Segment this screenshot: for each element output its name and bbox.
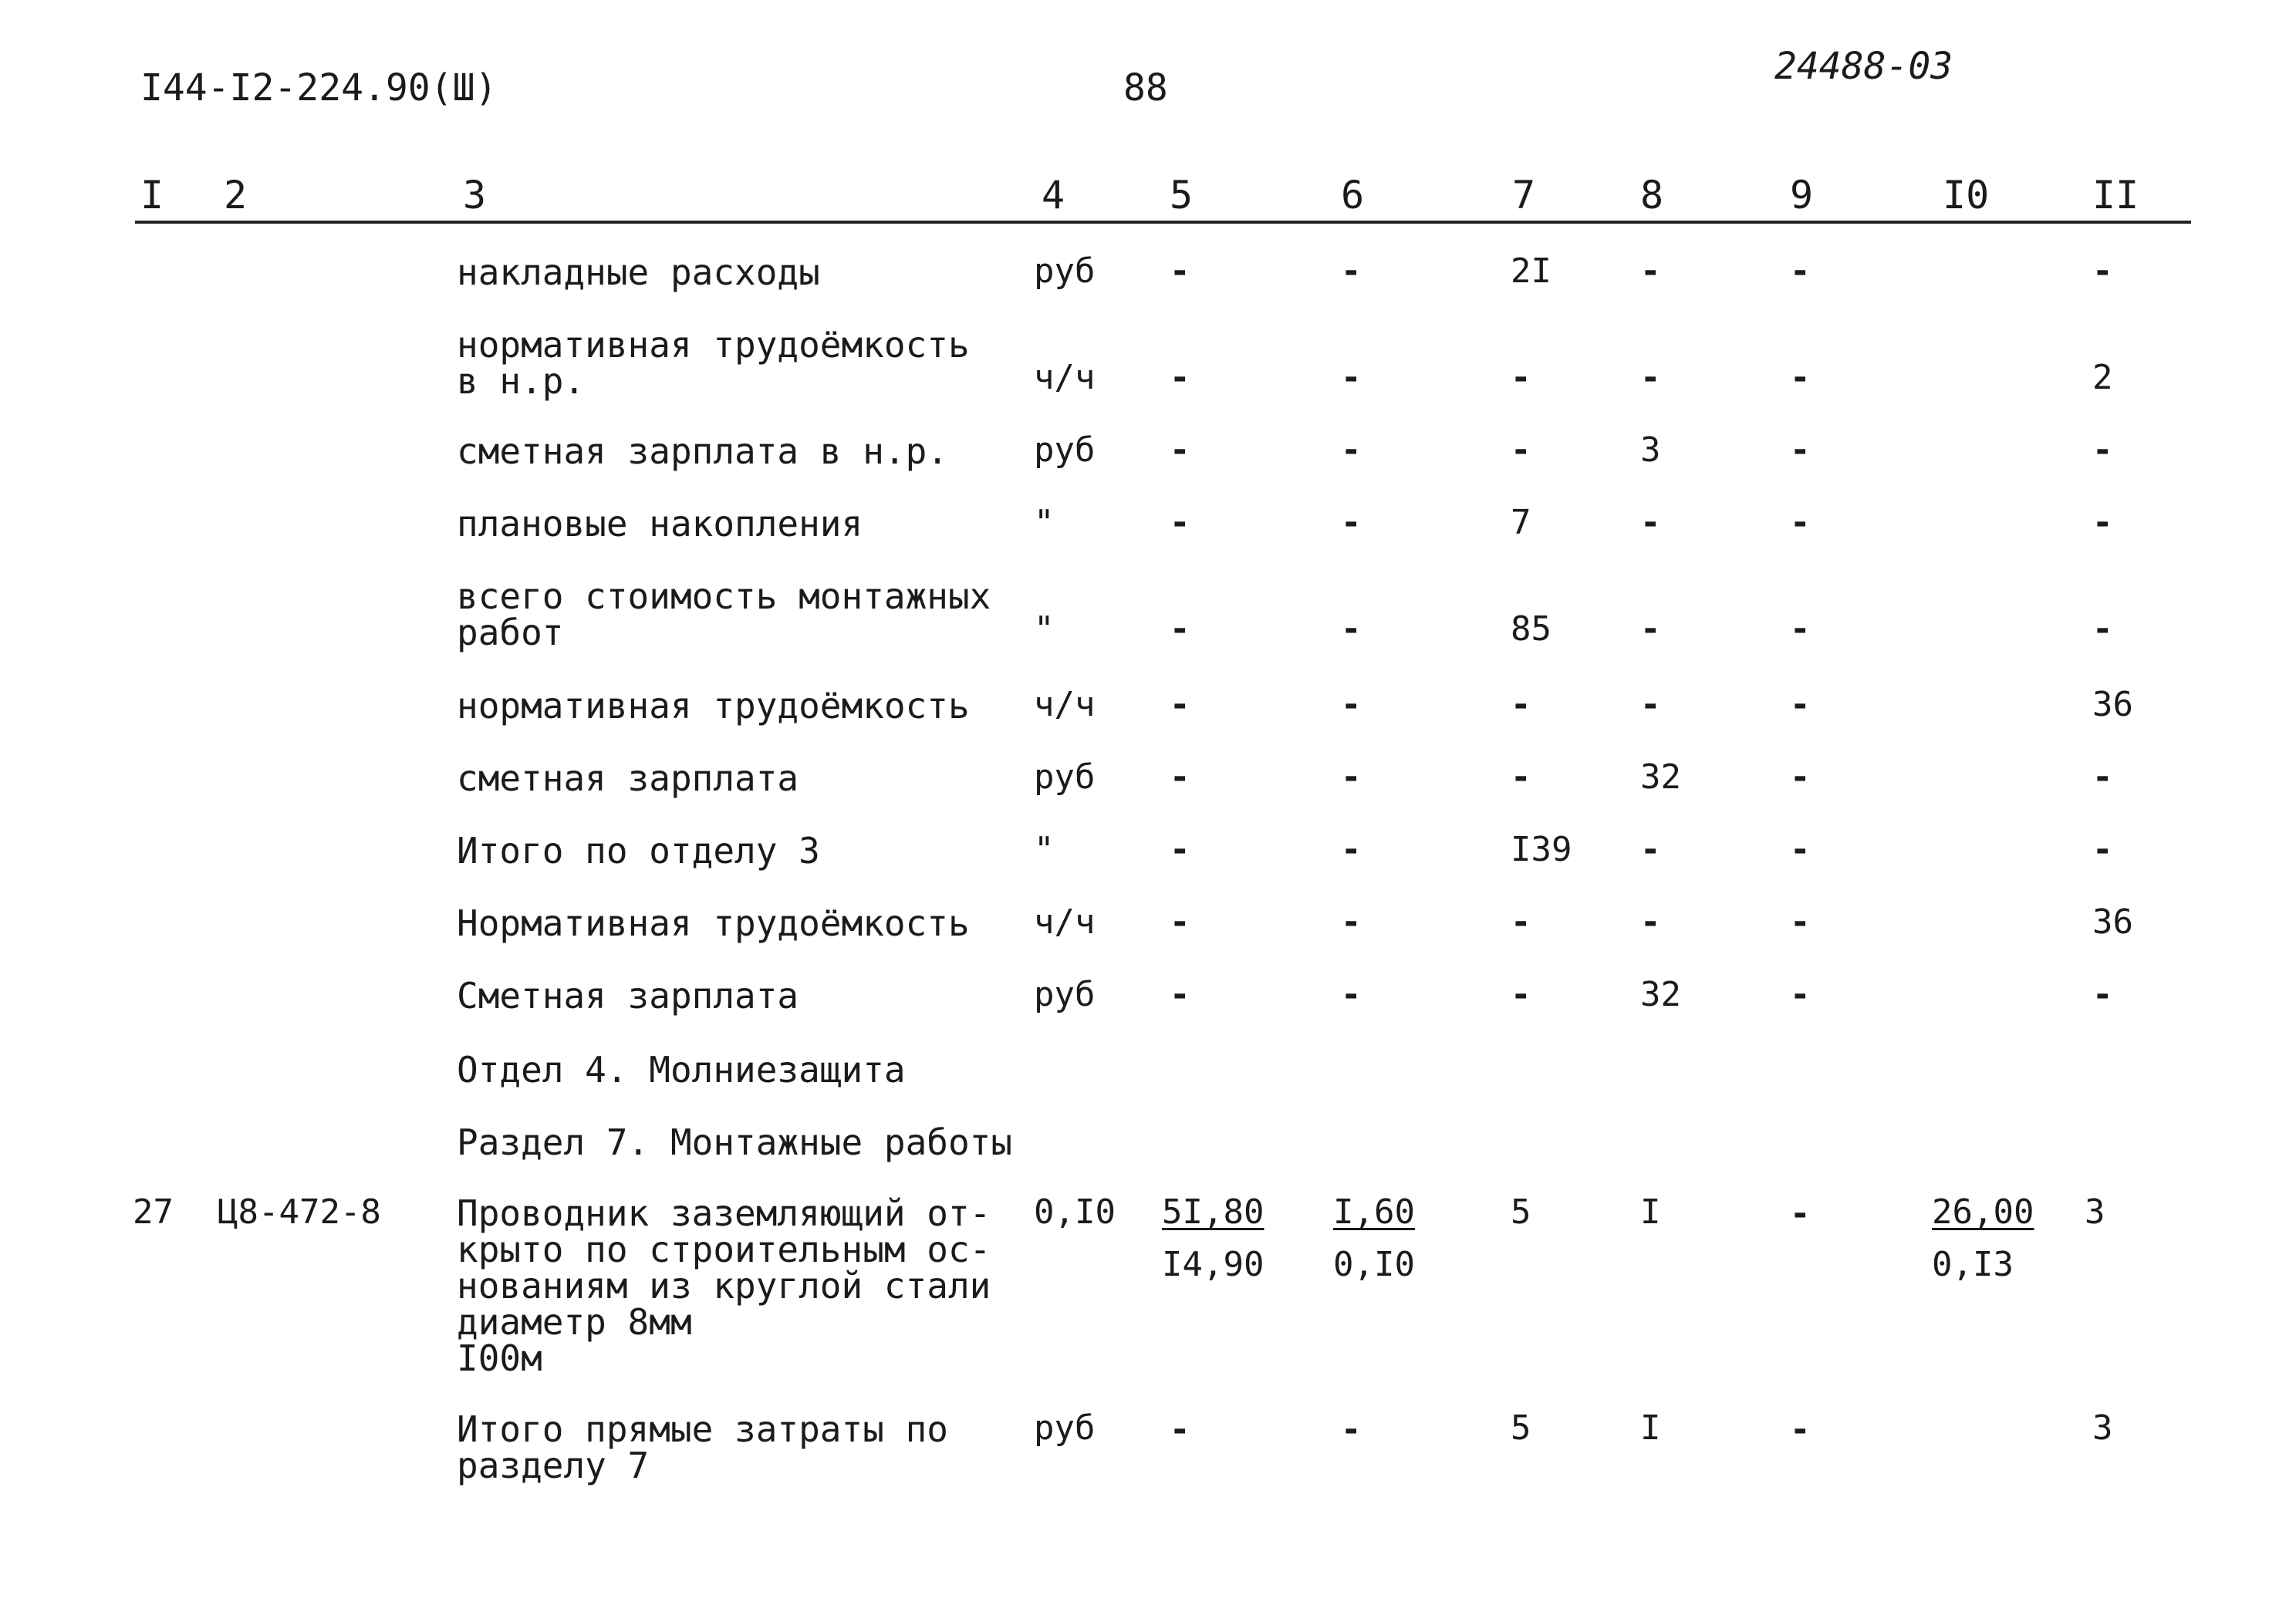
row-cell-c9: - — [1790, 430, 1811, 470]
header-rule — [135, 221, 2191, 224]
row-cell-c11: - — [2092, 757, 2113, 797]
item-quantity: 0,I0 — [1034, 1192, 1116, 1232]
row-cell-c5: - — [1170, 503, 1190, 542]
item-code: Ц8-472-8 — [218, 1192, 381, 1232]
row-cell-c9: - — [1790, 609, 1811, 649]
item-col11: 3 — [2085, 1192, 2105, 1232]
item-col6-top: I,60 — [1333, 1192, 1415, 1232]
row-cell-c11: - — [2092, 609, 2113, 649]
row-cell-c9: - — [1790, 503, 1811, 542]
row-cell-unit: " — [1034, 503, 1055, 542]
section-total-col11: 3 — [2092, 1408, 2113, 1448]
row-cell-unit: " — [1034, 830, 1055, 869]
row-cell-c6: - — [1341, 503, 1362, 542]
row-cell-c11: 36 — [2092, 902, 2133, 942]
row-cell-c6: - — [1341, 830, 1362, 869]
row-cell-c7: - — [1511, 685, 1531, 724]
section-total-description — [457, 1408, 1020, 1486]
item-description-line: крыто по строительным ос- — [457, 1228, 991, 1270]
row-cell-c7: - — [1511, 975, 1531, 1014]
section-total-unit: руб — [1034, 1408, 1096, 1448]
row-cell-c11: - — [2092, 430, 2113, 470]
row-cell-c9: - — [1790, 975, 1811, 1014]
stamp-number: 24488-03 — [1774, 45, 1953, 88]
col-header-1: I — [140, 173, 164, 218]
row-cell-c5: - — [1170, 902, 1190, 942]
section-title-part: Раздел 7. Монтажные работы — [457, 1121, 1013, 1163]
row-cell-c9: - — [1790, 902, 1811, 942]
row-cell-c6: - — [1341, 975, 1362, 1014]
row-cell-c7: - — [1511, 757, 1531, 797]
row-cell-c6: - — [1341, 251, 1362, 291]
row-cell-c9: - — [1790, 757, 1811, 797]
row-description-line: Сметная зарплата — [457, 975, 799, 1017]
section-total-col6: - — [1341, 1410, 1362, 1449]
row-cell-c6: - — [1341, 902, 1362, 942]
col-header-2: 2 — [224, 173, 248, 218]
row-cell-c11: - — [2092, 503, 2113, 542]
row-description — [457, 503, 1020, 545]
row-cell-c11: 2 — [2092, 358, 2113, 397]
row-cell-c8: - — [1640, 251, 1661, 291]
row-cell-c11: - — [2092, 830, 2113, 869]
row-cell-c7: 2I — [1511, 251, 1551, 291]
row-cell-c6: - — [1341, 685, 1362, 724]
row-cell-unit: ч/ч — [1034, 358, 1096, 397]
row-cell-c6: - — [1341, 430, 1362, 470]
row-cell-c9: - — [1790, 685, 1811, 724]
row-description — [457, 830, 1020, 872]
row-description-line: Итого по отделу 3 — [457, 830, 820, 872]
row-description — [457, 324, 1020, 402]
page-number: 88 — [1123, 66, 1168, 110]
row-description-line: Нормативная трудоёмкость — [457, 902, 970, 944]
row-cell-c7: - — [1511, 358, 1531, 397]
item-col9: - — [1790, 1194, 1811, 1233]
document-code: I44-I2-224.90(Ш) — [140, 66, 498, 110]
row-cell-c8: - — [1640, 358, 1661, 397]
row-cell-c5: - — [1170, 430, 1190, 470]
col-header-6: 6 — [1341, 173, 1365, 218]
row-description — [457, 757, 1020, 799]
section-total-col7: 5 — [1511, 1408, 1531, 1448]
row-description-line: нормативная трудоёмкость — [457, 324, 970, 366]
section-total-line: Итого прямые затраты по — [457, 1408, 948, 1450]
row-cell-c8: - — [1640, 503, 1661, 542]
col-header-11: II — [2092, 173, 2139, 218]
row-cell-unit: " — [1034, 609, 1055, 649]
row-cell-c5: - — [1170, 609, 1190, 649]
row-cell-c5: - — [1170, 358, 1190, 397]
row-description-line: плановые накопления — [457, 503, 863, 545]
row-description-line: сметная зарплата — [457, 757, 799, 799]
row-cell-c6: - — [1341, 757, 1362, 797]
row-cell-c11: - — [2092, 975, 2113, 1014]
col-header-3: 3 — [463, 173, 487, 218]
section-total-col5: - — [1170, 1410, 1190, 1449]
row-cell-c5: - — [1170, 757, 1190, 797]
col-header-8: 8 — [1640, 173, 1664, 218]
row-description-line: работ — [457, 611, 564, 653]
item-col5-bottom: I4,90 — [1162, 1245, 1264, 1284]
row-cell-c9: - — [1790, 251, 1811, 291]
row-cell-unit: руб — [1034, 975, 1096, 1014]
row-cell-c11: - — [2092, 251, 2113, 291]
row-description — [457, 575, 1020, 653]
item-description-line: диаметр 8мм — [457, 1300, 692, 1343]
item-col10-bottom: 0,I3 — [1932, 1245, 2014, 1284]
row-cell-c7: 85 — [1511, 609, 1551, 649]
col-header-9: 9 — [1790, 173, 1814, 218]
row-description — [457, 251, 1020, 293]
row-cell-c5: - — [1170, 830, 1190, 869]
item-number: 27 — [133, 1192, 174, 1232]
row-cell-c7: - — [1511, 430, 1531, 470]
row-cell-c7: I39 — [1511, 830, 1572, 869]
row-description-line: всего стоимость монтажных — [457, 575, 991, 617]
row-cell-unit: ч/ч — [1034, 685, 1096, 724]
col-header-5: 5 — [1170, 173, 1194, 218]
item-col7: 5 — [1511, 1192, 1531, 1232]
item-description-line: I00м — [457, 1337, 542, 1379]
row-cell-c8: 32 — [1640, 757, 1681, 797]
row-description-line: в н.р. — [457, 359, 586, 402]
section-total-col9: - — [1790, 1410, 1811, 1449]
row-description — [457, 975, 1020, 1017]
row-description — [457, 685, 1020, 727]
row-cell-c5: - — [1170, 975, 1190, 1014]
item-col8: I — [1640, 1192, 1661, 1232]
row-cell-c6: - — [1341, 609, 1362, 649]
row-description-line: сметная зарплата в н.р. — [457, 430, 948, 472]
row-cell-c5: - — [1170, 685, 1190, 724]
row-cell-unit: ч/ч — [1034, 902, 1096, 942]
row-cell-c9: - — [1790, 358, 1811, 397]
row-cell-c8: 3 — [1640, 430, 1661, 470]
row-cell-c5: - — [1170, 251, 1190, 291]
section-total-col8: I — [1640, 1408, 1661, 1448]
row-cell-c8: - — [1640, 830, 1661, 869]
row-cell-c8: 32 — [1640, 975, 1681, 1014]
col-header-7: 7 — [1512, 173, 1536, 218]
row-description — [457, 430, 1020, 472]
item-description-line: Проводник заземляющий от- — [457, 1192, 991, 1234]
item-col5-top: 5I,80 — [1162, 1192, 1264, 1232]
row-cell-c7: 7 — [1511, 503, 1531, 542]
col-header-10: I0 — [1943, 173, 1990, 218]
row-description-line: нормативная трудоёмкость — [457, 685, 970, 727]
row-cell-c6: - — [1341, 358, 1362, 397]
row-cell-unit: руб — [1034, 757, 1096, 797]
row-cell-c11: 36 — [2092, 685, 2133, 724]
section-total-line: разделу 7 — [457, 1444, 650, 1486]
row-cell-c8: - — [1640, 685, 1661, 724]
row-cell-c8: - — [1640, 609, 1661, 649]
col-header-4: 4 — [1042, 173, 1065, 218]
section-title-department: Отдел 4. Молниезащита — [457, 1049, 906, 1091]
row-description-line: накладные расходы — [457, 251, 820, 293]
row-cell-unit: руб — [1034, 251, 1096, 291]
item-description — [457, 1192, 1020, 1379]
row-cell-unit: руб — [1034, 430, 1096, 470]
row-cell-c8: - — [1640, 902, 1661, 942]
row-description — [457, 902, 1020, 944]
item-col6-bottom: 0,I0 — [1333, 1245, 1415, 1284]
row-cell-c7: - — [1511, 902, 1531, 942]
row-cell-c9: - — [1790, 830, 1811, 869]
item-col10-top: 26,00 — [1932, 1192, 2034, 1232]
item-description-line: нованиям из круглой стали — [457, 1264, 991, 1307]
